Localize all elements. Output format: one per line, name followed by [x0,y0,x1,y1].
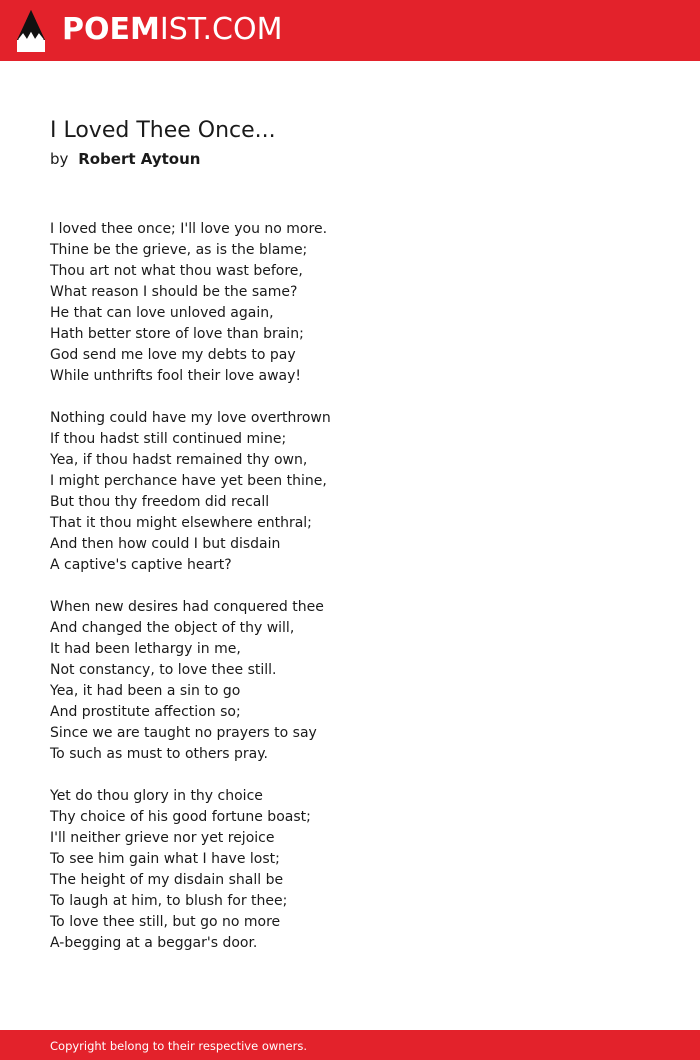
poem-line: A-begging at a beggar's door. [50,935,258,951]
poem-line: Thy choice of his good fortune boast; [50,809,311,825]
poem-line: And prostitute affection so; [50,704,241,720]
poem-line: I might perchance have yet been thine, [50,473,327,489]
poem-line: Yea, it had been a sin to go [50,683,241,699]
poem-line: To laugh at him, to blush for thee; [50,893,288,909]
poem-line: That it thou might elsewhere enthral; [50,515,312,531]
site-logo-text[interactable] [62,12,282,48]
pencil-tip-icon[interactable] [17,10,45,52]
poem-line: And then how could I but disdain [50,536,281,552]
site-header [0,0,700,61]
poem-line: When new desires had conquered thee [50,599,324,615]
poem-line: But thou thy freedom did recall [50,494,270,510]
poem-line: I loved thee once; I'll love you no more. [50,221,328,237]
poem-line: To such as must to others pray. [50,746,268,762]
poem-line: He that can love unloved again, [50,305,274,321]
poem-line: Yet do thou glory in thy choice [50,788,263,804]
poem-line: To love thee still, but go no more [50,914,281,930]
poem-line: A captive's captive heart? [50,557,232,573]
poem-line: If thou hadst still continued mine; [50,431,287,447]
poem-stanza [50,219,650,387]
poem-line: Thine be the grieve, as is the blame; [50,242,308,258]
byline [50,148,200,170]
poem-line: And changed the object of thy will, [50,620,295,636]
poem-line: To see him gain what I have lost; [50,851,280,867]
poem-stanza [50,786,650,954]
poem-line: The height of my disdain shall be [50,872,284,888]
site-footer [0,1030,700,1060]
poem-stanza [50,597,650,765]
poem-line: Thou art not what thou wast before, [50,263,303,279]
brand-light-text: IST.COM [159,12,283,47]
poem-line: Since we are taught no prayers to say [50,725,317,741]
by-label: by [50,150,69,168]
poem-line: I'll neither grieve nor yet rejoice [50,830,275,846]
poem-line: It had been lethargy in me, [50,641,241,657]
poem-line: While unthrifts fool their love away! [50,368,302,384]
poem-line: Yea, if thou hadst remained thy own, [50,452,308,468]
poem-line: Hath better store of love than brain; [50,326,304,342]
copyright-text: Copyright belong to their respective owners. [50,1039,308,1053]
brand-bold-text: POEM [62,12,160,47]
poem-line: Not constancy, to love thee still. [50,662,277,678]
poem-stanza [50,408,650,576]
author-name: Robert Aytoun [78,150,201,168]
poem-body [50,219,650,975]
poem-line: God send me love my debts to pay [50,347,296,363]
poem-title: I Loved Thee Once... [50,118,276,143]
poem-line: Nothing could have my love overthrown [50,410,331,426]
poem-line: What reason I should be the same? [50,284,298,300]
